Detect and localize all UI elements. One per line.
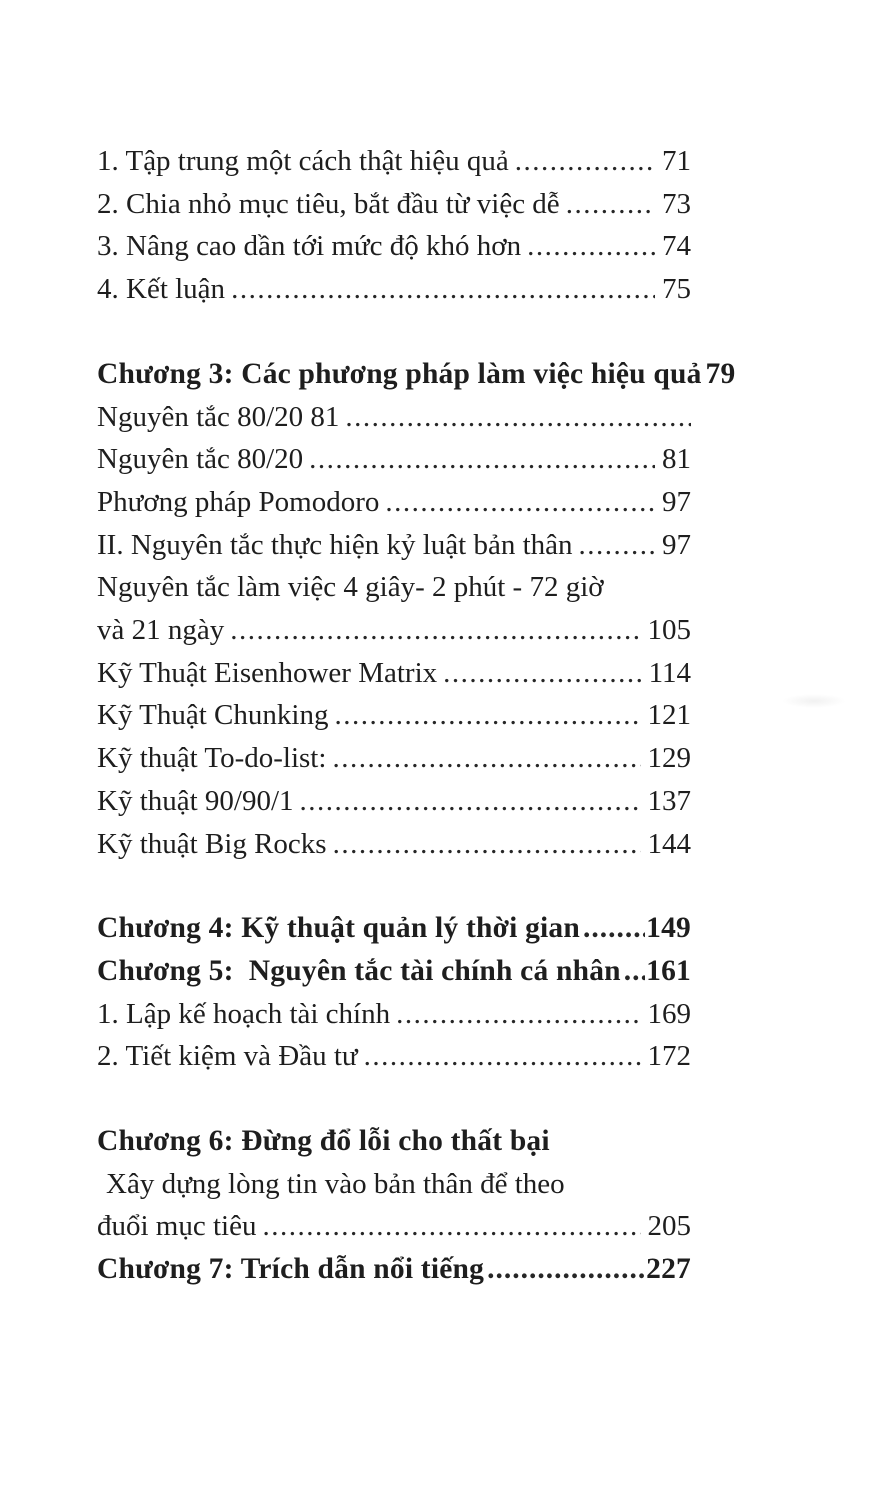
toc-entry-label: Chương 4: Kỹ thuật quản lý thời gian	[97, 912, 580, 945]
toc-entry-page: 137	[647, 784, 691, 817]
toc-entry-label: Chương 7: Trích dẫn nổi tiếng	[97, 1253, 485, 1286]
toc-section	[97, 1120, 691, 1291]
toc-entry-page: 172	[647, 1040, 691, 1073]
toc-entry-page: 161	[646, 954, 691, 987]
toc-entry-label: 2. Chia nhỏ mục tiêu, bắt đầu từ việc dễ	[97, 187, 560, 220]
toc-entry	[97, 438, 691, 481]
toc-entry-label: Nguyên tắc 80/20	[97, 443, 304, 476]
toc-entry-page: 71	[662, 145, 691, 177]
toc-leader-dots	[300, 780, 641, 823]
toc-leader-dots	[583, 907, 645, 950]
toc-entry-label: 4. Kết luận	[97, 273, 226, 306]
toc-entry	[97, 481, 691, 524]
toc-leader-dots	[230, 609, 640, 652]
toc-leader-dots	[443, 652, 641, 695]
toc-entry-page: 205	[647, 1210, 691, 1243]
toc-entry	[97, 140, 691, 183]
toc-entry	[97, 353, 736, 396]
toc-leader-dots	[579, 524, 655, 567]
toc-entry	[97, 1248, 691, 1291]
toc-entry	[97, 737, 691, 780]
toc-leader-dots	[332, 737, 640, 780]
toc-entry	[97, 609, 691, 652]
toc-leader-dots	[385, 481, 655, 524]
toc-leader-dots	[396, 993, 640, 1036]
toc-entry	[97, 780, 691, 823]
toc-leader-dots	[309, 438, 655, 481]
toc-entry-page: 129	[647, 742, 691, 775]
toc-entry-page: 114	[648, 656, 691, 689]
toc-entry-page: 79	[705, 357, 736, 390]
toc-leader-dots	[345, 396, 691, 439]
toc-entry-label: Kỹ thuật 90/90/1	[97, 784, 294, 817]
toc-leader-dots	[364, 1035, 641, 1078]
toc-entry-label: Chương 6: Đừng đổ lỗi cho thất bại	[97, 1125, 550, 1158]
toc-entry-label: Kỹ Thuật Eisenhower Matrix	[97, 656, 438, 689]
toc-entry-label: đuổi mục tiêu	[97, 1210, 257, 1243]
toc-entry	[97, 907, 691, 950]
toc-entry-label: Xây dựng lòng tin vào bản thân để theo	[106, 1167, 565, 1200]
toc-section	[97, 353, 736, 865]
scan-smudge	[782, 694, 846, 708]
toc-entry-label: II. Nguyên tắc thực hiện kỷ luật bản thân	[97, 528, 573, 561]
toc-entry	[97, 566, 691, 609]
toc-entry-page: 149	[646, 912, 691, 945]
toc-entry-page: 105	[647, 614, 691, 647]
toc-entry-label: Kỹ Thuật Chunking	[97, 699, 329, 732]
toc-leader-dots	[262, 1205, 640, 1248]
toc-leader-dots	[487, 1248, 645, 1291]
toc-entry-page: 97	[662, 528, 691, 561]
toc-entry	[97, 950, 691, 993]
toc-entry	[97, 823, 691, 866]
toc-leader-dots	[231, 268, 655, 311]
toc-entry-label: Chương 5: Nguyên tắc tài chính cá nhân	[97, 954, 621, 987]
toc-list	[97, 140, 736, 1291]
toc-entry	[97, 694, 691, 737]
toc-entry	[97, 652, 691, 695]
toc-entry-page: 169	[647, 997, 691, 1030]
toc-entry-page: 227	[646, 1253, 691, 1286]
toc-entry	[97, 1163, 691, 1206]
toc-entry-page: 121	[647, 699, 691, 732]
toc-entry-label: Nguyên tắc 80/20 81	[97, 400, 340, 433]
toc-entry-label: 1. Lập kế hoạch tài chính	[97, 997, 391, 1030]
toc-section	[97, 140, 691, 311]
toc-leader-dots	[566, 183, 655, 226]
toc-leader-dots	[515, 140, 655, 183]
toc-entry-label: Kỹ thuật Big Rocks	[97, 827, 327, 860]
toc-entry-label: 3. Nâng cao dần tới mức độ khó hơn	[97, 230, 522, 263]
toc-entry-label: 2. Tiết kiệm và Đầu tư	[97, 1040, 358, 1073]
toc-leader-dots	[624, 950, 645, 993]
toc-entry-label: Kỹ thuật To-do-list:	[97, 742, 327, 775]
toc-entry	[97, 268, 691, 311]
toc-entry-page: 75	[662, 273, 691, 306]
toc-leader-dots	[333, 823, 641, 866]
toc-entry	[97, 225, 691, 268]
toc-entry	[97, 993, 691, 1036]
toc-entry-page: 74	[662, 230, 691, 263]
toc-entry-label: Nguyên tắc làm việc 4 giây- 2 phút - 72 giờ	[97, 571, 604, 604]
toc-entry-page: 144	[647, 827, 691, 860]
toc-entry	[97, 1120, 691, 1163]
toc-entry	[97, 396, 691, 439]
toc-entry-page: 97	[662, 485, 691, 518]
toc-entry-label: và 21 ngày	[97, 614, 225, 647]
toc-leader-dots	[334, 694, 640, 737]
toc-entry-page: 73	[662, 187, 691, 220]
toc-entry	[97, 524, 691, 567]
toc-section	[97, 907, 691, 1078]
toc-entry-label: Phương pháp Pomodoro	[97, 485, 380, 518]
toc-entry	[97, 183, 691, 226]
toc-entry	[97, 1205, 691, 1248]
toc-entry-page: 81	[662, 443, 691, 476]
toc-entry-label: Chương 3: Các phương pháp làm việc hiệu quả	[97, 357, 702, 390]
toc-leader-dots	[527, 225, 655, 268]
toc-entry-label: 1. Tập trung một cách thật hiệu quả	[97, 145, 509, 177]
toc-entry	[97, 1035, 691, 1078]
